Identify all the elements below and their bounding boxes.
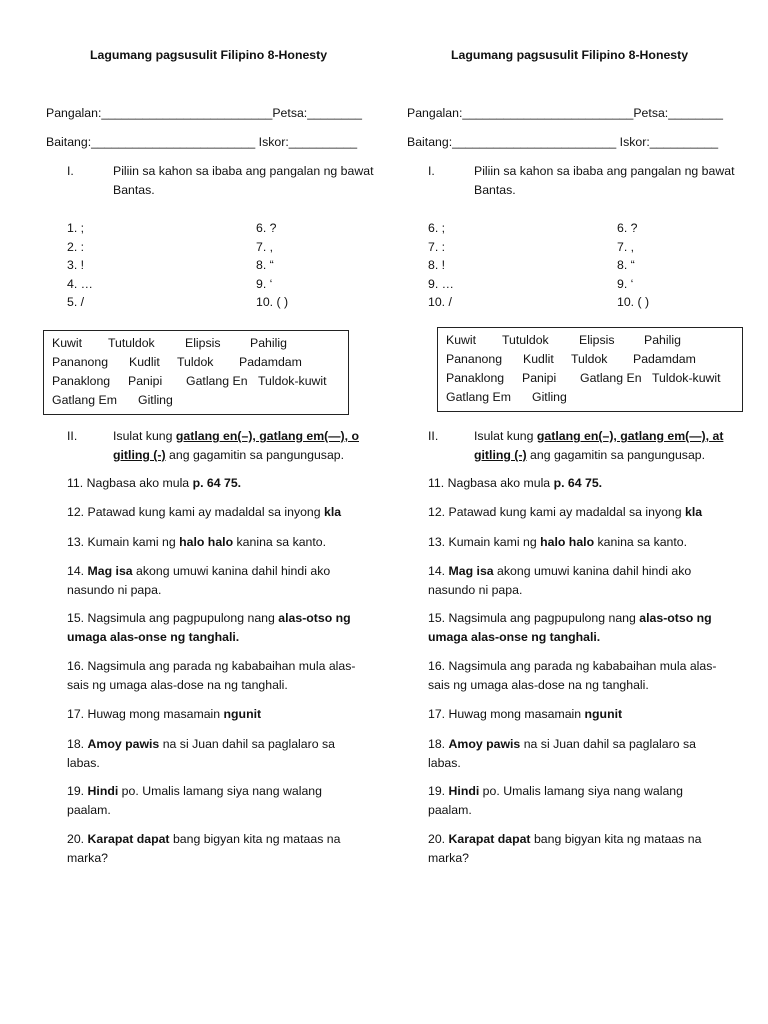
word-bank-item: Elipsis	[185, 336, 221, 350]
punctuation-list-b	[256, 219, 288, 312]
question-18: 18. Amoy pawis na si Juan dahil sa paglalaro sa labas.	[428, 737, 696, 770]
word-bank-item: Tuldok-kuwit	[258, 374, 327, 388]
section-2-number: II.	[428, 429, 439, 443]
word-bank-item: Pahilig	[250, 336, 287, 350]
word-bank-item: Kudlit	[523, 352, 554, 366]
list-item: 10. ( )	[617, 295, 650, 309]
word-bank-item: Gatlang En	[580, 371, 642, 385]
question-11: 11. Nagbasa ako mula p. 64 75.	[67, 476, 242, 490]
word-bank-item: Panipi	[128, 374, 163, 388]
list-item: 2. :	[67, 239, 85, 254]
word-bank-item: Pananong	[446, 352, 503, 366]
list-item: 8. “	[256, 258, 274, 272]
list-item: 8. !	[428, 258, 446, 272]
section-2-instructions: Isulat kung gatlang en(–), gatlang em(—), at gitling (-) ang gagamitin sa pangungusap.	[474, 429, 724, 462]
word-bank-item: Gatlang En	[186, 374, 248, 388]
list-item: 7. ,	[256, 239, 274, 254]
question-19: 19. Hindi po. Umalis lamang siya nang walang paalam.	[67, 784, 322, 817]
question-16: 16. Nagsimula ang parada ng kababaihan mula alas-sais ng umaga alas-dose na ng tanghali.	[428, 659, 717, 692]
word-bank-box	[43, 330, 349, 415]
word-bank-item: Elipsis	[579, 333, 615, 347]
word-bank-item: Panaklong	[446, 371, 505, 385]
word-bank-item: Tutuldok	[108, 336, 155, 350]
word-bank-item: Kuwit	[446, 333, 477, 347]
name-date-field: Pangalan:_________________________Petsa:________	[46, 106, 362, 120]
question-19: 19. Hindi po. Umalis lamang siya nang walang paalam.	[428, 784, 683, 817]
question-18: 18. Amoy pawis na si Juan dahil sa paglalaro sa labas.	[67, 737, 335, 770]
question-12: 12. Patawad kung kami ay madaldal sa inyong kla	[428, 505, 703, 519]
word-bank-item: Panaklong	[52, 374, 111, 388]
question-14: 14. Mag isa akong umuwi kanina dahil hindi ako nasundo ni papa.	[428, 564, 692, 597]
question-14: 14. Mag isa akong umuwi kanina dahil hindi ako nasundo ni papa.	[67, 564, 331, 597]
list-item: 8. “	[617, 258, 635, 272]
word-bank-item: Padamdam	[633, 352, 696, 366]
section-1-number: I.	[67, 164, 74, 178]
question-15: 15. Nagsimula ang pagpupulong nang alas-otso ng umaga alas-onse ng tanghali.	[428, 611, 712, 644]
list-item: 9. ‘	[617, 276, 634, 291]
word-bank-item: Tuldok	[177, 355, 214, 369]
punctuation-list-b	[617, 219, 649, 312]
question-17: 17. Huwag mong masamain ngunit	[67, 707, 262, 721]
word-bank-item: Kuwit	[52, 336, 83, 350]
list-item: 7. :	[428, 239, 446, 254]
word-bank-item: Tuldok	[571, 352, 608, 366]
name-date-field: Pangalan:_________________________Petsa:________	[407, 106, 723, 120]
question-13: 13. Kumain kami ng halo halo kanina sa kanto.	[428, 535, 688, 549]
list-item: 4. …	[67, 276, 93, 291]
sheet-title: Lagumang pagsusulit Filipino 8-Honesty	[451, 48, 689, 62]
question-12: 12. Patawad kung kami ay madaldal sa inyong kla	[67, 505, 342, 519]
word-bank-item: Padamdam	[239, 355, 302, 369]
question-11: 11. Nagbasa ako mula p. 64 75.	[428, 476, 603, 490]
list-item: 6. ?	[256, 221, 277, 235]
question-20: 20. Karapat dapat bang bigyan kita ng mataas na marka?	[67, 832, 341, 865]
word-bank-item: Tuldok-kuwit	[652, 371, 721, 385]
word-bank-item: Tutuldok	[502, 333, 549, 347]
question-15: 15. Nagsimula ang pagpupulong nang alas-otso ng umaga alas-onse ng tanghali.	[67, 611, 351, 644]
word-bank-item: Kudlit	[129, 355, 160, 369]
question-16: 16. Nagsimula ang parada ng kababaihan mula alas-sais ng umaga alas-dose na ng tanghali.	[67, 659, 356, 692]
section-1-instructions: Piliin sa kahon sa ibaba ang pangalan ng bawat Bantas.	[474, 164, 735, 197]
quiz-sheet-left	[46, 0, 391, 1024]
list-item: 10. ( )	[256, 295, 289, 309]
list-item: 6. ;	[428, 221, 446, 235]
question-17: 17. Huwag mong masamain ngunit	[428, 707, 623, 721]
punctuation-list-a	[67, 219, 93, 312]
word-bank-item: Gitling	[138, 393, 173, 407]
question-20: 20. Karapat dapat bang bigyan kita ng mataas na marka?	[428, 832, 702, 865]
list-item: 1. ;	[67, 221, 85, 235]
section-2-number: II.	[67, 429, 78, 443]
grade-score-field: Baitang:________________________ Iskor:__________	[407, 135, 719, 149]
list-item: 7. ,	[617, 239, 635, 254]
list-item: 10. /	[428, 295, 452, 309]
section-1-instructions: Piliin sa kahon sa ibaba ang pangalan ng bawat Bantas.	[113, 164, 374, 197]
word-bank-box	[437, 327, 743, 412]
word-bank-item: Pananong	[52, 355, 109, 369]
word-bank-item: Pahilig	[644, 333, 681, 347]
question-13: 13. Kumain kami ng halo halo kanina sa kanto.	[67, 535, 327, 549]
word-bank-item: Gitling	[532, 390, 567, 404]
list-item: 9. …	[428, 276, 454, 291]
list-item: 5. /	[67, 295, 85, 309]
word-bank-item: Panipi	[522, 371, 557, 385]
punctuation-list-a	[428, 219, 454, 312]
list-item: 6. ?	[617, 221, 638, 235]
word-bank-item: Gatlang Em	[446, 390, 511, 404]
grade-score-field: Baitang:________________________ Iskor:__________	[46, 135, 358, 149]
quiz-sheet-right	[407, 0, 752, 1024]
section-1-number: I.	[428, 164, 435, 178]
section-2-instructions: Isulat kung gatlang en(–), gatlang em(—), o gitling (-) ang gagamitin sa pangungusap.	[113, 429, 359, 462]
sheet-title: Lagumang pagsusulit Filipino 8-Honesty	[90, 48, 328, 62]
list-item: 3. !	[67, 258, 85, 272]
word-bank-item: Gatlang Em	[52, 393, 117, 407]
list-item: 9. ‘	[256, 276, 273, 291]
